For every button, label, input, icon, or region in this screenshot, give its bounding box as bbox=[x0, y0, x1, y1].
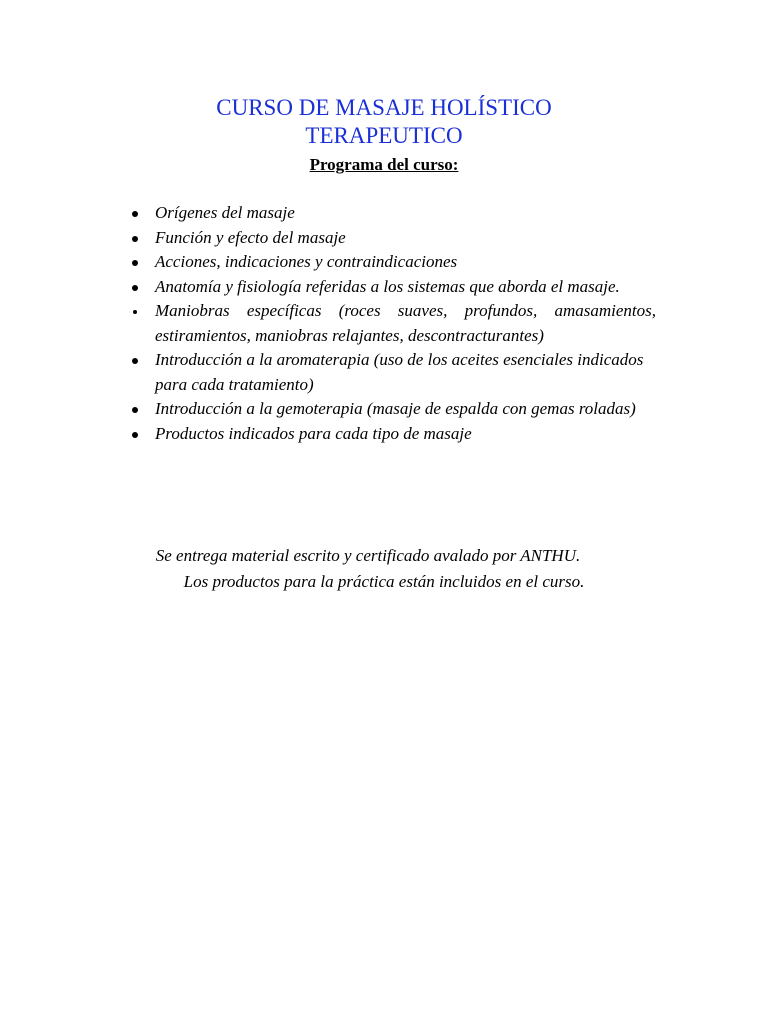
list-item-text: Función y efecto del masaje bbox=[155, 227, 346, 247]
list-item-text: Acciones, indicaciones y contraindicaciones bbox=[155, 252, 458, 271]
bullet-icon bbox=[132, 407, 138, 413]
list-item-text: Maniobras específicas (roces suaves, profundos, amasamientos, estiramientos, maniobras relajantes, descontracturantes) bbox=[155, 301, 656, 345]
list-item bbox=[130, 299, 656, 348]
bullet-icon bbox=[132, 260, 138, 266]
list-item-text: Introducción a la gemoterapia (masaje de espalda con gemas roladas) bbox=[155, 399, 636, 418]
program-list bbox=[130, 201, 656, 446]
products-note: Los productos para la práctica están incluidos en el curso. bbox=[183, 572, 585, 591]
course-title-line-1: CURSO DE MASAJE HOLÍSTICO bbox=[216, 95, 552, 120]
list-item bbox=[130, 201, 656, 226]
bullet-icon bbox=[132, 432, 138, 438]
bullet-icon bbox=[132, 285, 138, 291]
list-item bbox=[130, 422, 656, 447]
list-item-text: Anatomía y fisiología referidas a los sistemas que aborda el masaje. bbox=[155, 276, 620, 296]
list-item bbox=[130, 226, 656, 251]
program-heading: Programa del curso: bbox=[309, 155, 459, 174]
list-item-text: Introducción a la aromaterapia (uso de los aceites esenciales indicados para cada tratamiento) bbox=[155, 350, 644, 394]
list-item-text: Productos indicados para cada tipo de masaje bbox=[155, 423, 472, 443]
list-item bbox=[130, 275, 656, 300]
bullet-icon bbox=[133, 310, 137, 314]
bullet-icon bbox=[132, 358, 138, 364]
certificate-note: Se entrega material escrito y certificado avalado por ANTHU. bbox=[155, 546, 581, 565]
list-item bbox=[130, 397, 656, 422]
bullet-icon bbox=[132, 236, 138, 242]
course-title-line-2: TERAPEUTICO bbox=[305, 123, 463, 148]
bullet-icon bbox=[132, 211, 138, 217]
list-item-text: Orígenes del masaje bbox=[155, 203, 295, 222]
list-item bbox=[130, 250, 656, 275]
list-item bbox=[130, 348, 656, 397]
